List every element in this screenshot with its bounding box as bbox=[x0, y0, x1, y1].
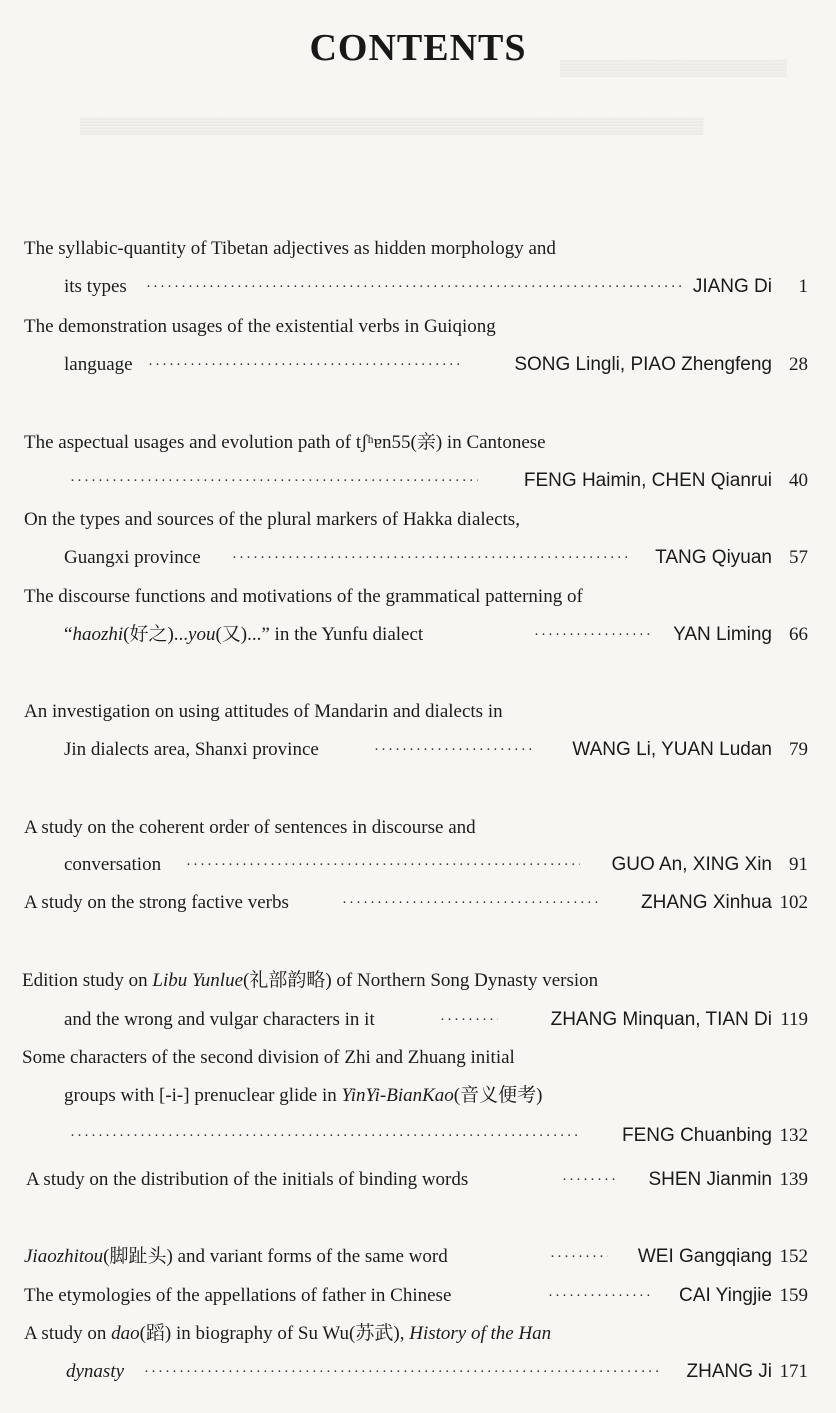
dot-leader bbox=[562, 1165, 616, 1195]
toc-entry-7-line-1 bbox=[0, 813, 836, 843]
entry-author: CAI Yingjie bbox=[679, 1285, 772, 1306]
dot-leader bbox=[186, 850, 580, 880]
entry-page-number: 1 bbox=[798, 276, 808, 297]
entry-title bbox=[24, 1319, 551, 1349]
entry-page-number: 28 bbox=[789, 354, 808, 375]
entry-page-number: 91 bbox=[789, 854, 808, 875]
entry-title-cont: conversation bbox=[64, 854, 162, 875]
toc-entry-1-line-1 bbox=[0, 234, 836, 264]
title-part: (蹈) in biography of Su Wu(苏武), bbox=[139, 1323, 410, 1344]
dot-leader bbox=[232, 543, 630, 573]
toc-entry-8[interactable] bbox=[0, 888, 836, 918]
entry-page-number: 57 bbox=[789, 547, 808, 568]
entry-title: On the types and sources of the plural markers of Hakka dialects, bbox=[24, 509, 520, 530]
entry-page-number: 159 bbox=[779, 1285, 808, 1306]
entry-title-cont: and the wrong and vulgar characters in it bbox=[64, 1009, 375, 1030]
italic-term: Jiaozhitou bbox=[24, 1246, 104, 1267]
toc-entry-9-line-1 bbox=[0, 966, 836, 996]
entry-title-cont: dynasty bbox=[66, 1361, 125, 1382]
entry-author: YAN Liming bbox=[673, 624, 772, 645]
show-through-decoration: ▒▒▒▒▒▒▒▒▒▒▒▒▒▒▒▒▒▒▒▒▒▒▒▒▒▒▒▒▒▒▒▒▒▒▒▒▒▒▒▒▒▒▒▒▒▒▒▒▒▒▒▒▒▒▒ bbox=[80, 118, 704, 135]
dot-leader bbox=[148, 350, 464, 380]
entry-title: The syllabic-quantity of Tibetan adjectives as hidden morphology and bbox=[24, 238, 556, 259]
toc-entry-2-line-2[interactable] bbox=[0, 350, 836, 380]
entry-title: A study on the distribution of the initials of binding words bbox=[26, 1169, 469, 1190]
entry-title: An investigation on using attitudes of Mandarin and dialects in bbox=[24, 701, 503, 722]
toc-entry-2-line-1 bbox=[0, 312, 836, 342]
dot-leader bbox=[440, 1005, 498, 1035]
toc-entry-12[interactable] bbox=[0, 1242, 836, 1272]
italic-term: YinYi-BianKao bbox=[341, 1085, 454, 1106]
entry-title: The demonstration usages of the existential verbs in Guiqiong bbox=[24, 316, 496, 337]
italic-term: dao bbox=[111, 1323, 140, 1344]
toc-entry-5-line-1 bbox=[0, 582, 836, 612]
toc-entry-10-line-3[interactable] bbox=[0, 1121, 836, 1151]
entry-author: SONG Lingli, PIAO Zhengfeng bbox=[514, 354, 772, 375]
toc-entry-7-line-2[interactable] bbox=[0, 850, 836, 880]
title-part: (脚趾头) and variant forms of the same word bbox=[103, 1246, 448, 1267]
toc-entry-4-line-2[interactable] bbox=[0, 543, 836, 573]
title-part: A study on bbox=[24, 1323, 112, 1344]
toc-entry-11[interactable] bbox=[0, 1165, 836, 1195]
dot-leader bbox=[550, 1242, 608, 1272]
dot-leader bbox=[70, 466, 478, 496]
dot-leader bbox=[70, 1121, 578, 1151]
quote-mark: “ bbox=[64, 624, 73, 645]
title-part: (礼部韵略) of Northern Song Dynasty version bbox=[243, 970, 599, 991]
entry-page-number: 102 bbox=[779, 892, 808, 913]
dot-leader bbox=[146, 272, 686, 302]
entry-title-cont: Guangxi province bbox=[64, 547, 201, 568]
entry-author: SHEN Jianmin bbox=[648, 1169, 772, 1190]
entry-page-number: 139 bbox=[779, 1169, 808, 1190]
entry-title: Some characters of the second division of Zhi and Zhuang initial bbox=[22, 1047, 515, 1068]
entry-page-number: 171 bbox=[779, 1361, 808, 1382]
title-part: Edition study on bbox=[22, 970, 153, 991]
title-part: groups with [-i-] prenuclear glide in bbox=[64, 1085, 342, 1106]
toc-entry-13[interactable] bbox=[0, 1281, 836, 1311]
toc-entry-10-line-2 bbox=[0, 1081, 836, 1111]
entry-title bbox=[22, 966, 598, 996]
show-through-decoration: ▒▒▒▒▒▒▒▒▒▒▒▒▒▒▒▒▒▒▒▒ bbox=[560, 60, 787, 77]
italic-term: History of the Han bbox=[409, 1323, 552, 1344]
dot-leader bbox=[534, 620, 650, 650]
toc-entry-10-line-1 bbox=[0, 1043, 836, 1073]
italic-term: Libu Yunlue bbox=[152, 970, 244, 991]
entry-author: GUO An, XING Xin bbox=[611, 854, 772, 875]
entry-author: ZHANG Ji bbox=[686, 1361, 772, 1382]
toc-entry-6-line-2[interactable] bbox=[0, 735, 836, 765]
entry-title-cont: its types bbox=[64, 276, 127, 297]
dot-leader bbox=[548, 1281, 652, 1311]
toc-entry-14-line-2[interactable] bbox=[0, 1357, 836, 1387]
title-rest: (又)...” in the Yunfu dialect bbox=[215, 624, 424, 645]
entry-author: WANG Li, YUAN Ludan bbox=[572, 739, 772, 760]
italic-term: haozhi bbox=[72, 624, 124, 645]
entry-title: The aspectual usages and evolution path of tʃʰɐn55(亲) in Cantonese bbox=[24, 432, 546, 453]
entry-title-cont bbox=[64, 1081, 542, 1111]
entry-page-number: 152 bbox=[779, 1246, 808, 1267]
entry-title bbox=[24, 1242, 448, 1272]
entry-page-number: 66 bbox=[789, 624, 808, 645]
toc-entry-4-line-1 bbox=[0, 505, 836, 535]
entry-author: WEI Gangqiang bbox=[637, 1246, 772, 1267]
entry-title: The etymologies of the appellations of father in Chinese bbox=[24, 1285, 452, 1306]
dot-leader bbox=[342, 888, 600, 918]
entry-title-cont: Jin dialects area, Shanxi province bbox=[64, 739, 319, 760]
entry-author: FENG Chuanbing bbox=[622, 1125, 772, 1146]
entry-page-number: 132 bbox=[779, 1125, 808, 1146]
entry-title: A study on the strong factive verbs bbox=[24, 892, 289, 913]
toc-entry-9-line-2[interactable] bbox=[0, 1005, 836, 1035]
entry-author: TANG Qiyuan bbox=[655, 547, 772, 568]
entry-title: A study on the coherent order of sentences in discourse and bbox=[24, 817, 476, 838]
entry-author: ZHANG Minquan, TIAN Di bbox=[550, 1009, 772, 1030]
toc-entry-1-line-2[interactable] bbox=[0, 272, 836, 302]
toc-entry-3-line-2[interactable] bbox=[0, 466, 836, 496]
dot-leader bbox=[374, 735, 532, 765]
chinese-gloss: (好之)... bbox=[123, 624, 189, 645]
page-title: CONTENTS bbox=[309, 27, 527, 69]
toc-entry-14-line-1 bbox=[0, 1319, 836, 1349]
entry-author: FENG Haimin, CHEN Qianrui bbox=[523, 470, 772, 491]
toc-entry-6-line-1 bbox=[0, 697, 836, 727]
entry-author: ZHANG Xinhua bbox=[641, 892, 772, 913]
toc-entry-3-line-1 bbox=[0, 428, 836, 458]
dot-leader bbox=[144, 1357, 662, 1387]
toc-entry-5-line-2[interactable] bbox=[0, 620, 836, 650]
entry-author: JIANG Di bbox=[692, 276, 772, 297]
entry-title: The discourse functions and motivations of the grammatical patterning of bbox=[24, 586, 583, 607]
entry-title-cont: language bbox=[64, 354, 133, 375]
entry-title-cont bbox=[64, 620, 423, 650]
italic-term: you bbox=[188, 624, 216, 645]
entry-page-number: 119 bbox=[780, 1009, 808, 1030]
entry-page-number: 40 bbox=[789, 470, 808, 491]
chinese-gloss: (音义便考) bbox=[453, 1085, 543, 1106]
entry-page-number: 79 bbox=[789, 739, 808, 760]
